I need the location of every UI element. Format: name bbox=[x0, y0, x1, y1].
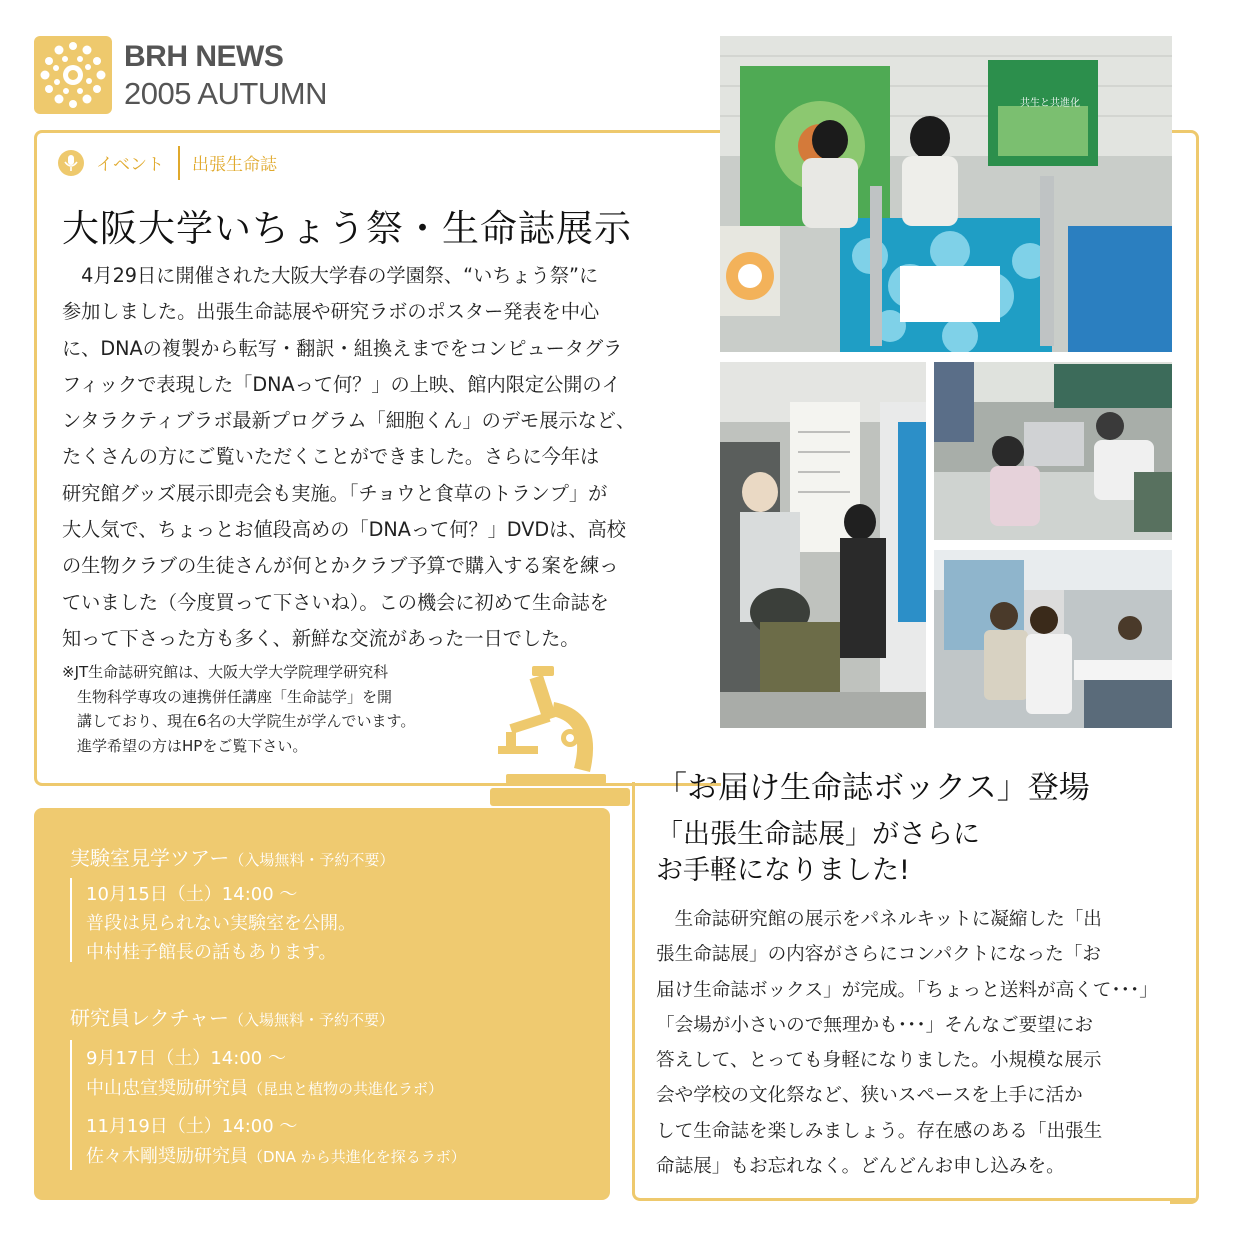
lecture-date: 9月17日（土）14:00 〜 bbox=[86, 1048, 286, 1069]
body-line: 張生命誌展」の内容がさらにコンパクトになった「お bbox=[656, 944, 1101, 966]
lecture-speaker bbox=[86, 1074, 443, 1100]
body-line: 大人気で、ちょっとお値段高めの「DNAって何？」DVDは、高校 bbox=[62, 518, 626, 542]
note-line: 講しており、現在6名の大学院生が学んでいます。 bbox=[62, 712, 416, 730]
tour-line: 普段は見られない実験室を公開。 bbox=[86, 913, 356, 934]
brand-name: BRH NEWS bbox=[124, 40, 284, 73]
speaker-name: 中山忠宣奨励研究員 bbox=[86, 1078, 248, 1099]
brh-logo bbox=[34, 36, 112, 114]
body-line: 参加しました。出張生命誌展や研究ラボのポスター発表を中心 bbox=[62, 300, 600, 324]
body-line: して生命誌を楽しみましょう。存在感のある「出張生 bbox=[656, 1120, 1103, 1142]
body-line: 「会場が小さいので無理かも･･･」そんなご要望にお bbox=[656, 1014, 1093, 1036]
box-subhead: 「出張生命誌展」がさらに bbox=[656, 819, 980, 850]
lecture-bar bbox=[70, 1040, 72, 1170]
dots-circle-logo-icon bbox=[34, 36, 112, 114]
tour-date: 10月15日（土）14:00 〜 bbox=[86, 884, 298, 905]
category-label: イベント bbox=[96, 155, 164, 175]
microscope-icon bbox=[480, 662, 630, 812]
panel-text: 共生と共進化 bbox=[1020, 98, 1080, 109]
body-line: に、DNAの複製から転写・翻訳・組換えまでをコンピュータグラ bbox=[62, 336, 623, 360]
microphone-icon bbox=[58, 150, 84, 176]
body-line: の生物クラブの生徒さんが何とかクラブ予算で購入する案を練っ bbox=[62, 554, 619, 578]
speaker-lab: （DNA から共進化を探るラボ） bbox=[248, 1148, 466, 1166]
note-line: ※JT生命誌研究館は、大阪大学大学院理学研究科 bbox=[62, 663, 389, 681]
note-line: 進学希望の方はHPをご覧下さい。 bbox=[62, 736, 308, 755]
tour-bar bbox=[70, 878, 72, 962]
body-line: 知って下さった方も多く、新鮮な交流があった一日でした。 bbox=[62, 626, 580, 650]
tour-line: 中村桂子館長の話もあります。 bbox=[86, 942, 337, 963]
subcategory-label: 出張生命誌 bbox=[192, 155, 277, 175]
article-body bbox=[62, 258, 682, 657]
body-line: 研究館グッズ展示即売会も実施。「チョウと食草のトランプ」が bbox=[62, 481, 608, 505]
box-article-body bbox=[656, 902, 1176, 1184]
body-line: 4月29日に開催された大阪大学春の学園祭、“いちょう祭”に bbox=[62, 264, 599, 287]
speaker-name: 佐々木剛奨励研究員 bbox=[86, 1146, 248, 1167]
category-divider bbox=[178, 146, 180, 180]
body-line: ていました（今度買って下さいね）。この機会に初めて生命誌を bbox=[62, 590, 609, 614]
box-headline: 「お届け生命誌ボックス」登場 bbox=[656, 770, 1090, 806]
issue-season: 2005 AUTUMN bbox=[124, 76, 327, 111]
exhibit-panels-photo bbox=[720, 36, 1172, 352]
body-line: 会や学校の文化祭など、狭いスペースを上手に活か bbox=[656, 1085, 1083, 1107]
lecture-note: （入場無料・予約不要） bbox=[229, 1011, 395, 1029]
body-line: 答えして、とっても身軽になりました。小規模な展示 bbox=[656, 1050, 1102, 1072]
body-line: 生命誌研究館の展示をパネルキットに凝縮した「出 bbox=[656, 909, 1102, 930]
lecture-title-text: 研究員レクチャー bbox=[70, 1006, 229, 1030]
poster-session-photo bbox=[720, 362, 926, 728]
article-note bbox=[62, 660, 482, 758]
tour-title bbox=[70, 842, 394, 871]
body-line: 届け生命誌ボックス」が完成。「ちょっと送料が高くて･･･」 bbox=[656, 979, 1158, 1001]
note-line: 生物科学専攻の連携併任講座「生命誌学」を開 bbox=[62, 687, 393, 706]
goods-sale-photo bbox=[934, 550, 1172, 728]
body-line: フィックで表現した「DNAって何？」の上映、館内限定公開のイ bbox=[62, 372, 621, 396]
lecture-title bbox=[70, 1002, 394, 1031]
body-line: ンタラクティブラボ最新プログラム「細胞くん」のデモ展示など、 bbox=[62, 409, 636, 433]
lecture-date: 11月19日（土）14:00 〜 bbox=[86, 1116, 298, 1137]
lecture-speaker bbox=[86, 1142, 466, 1168]
body-line: たくさんの方にご覧いただくことができました。さらに今年は bbox=[62, 445, 600, 469]
computer-demo-photo bbox=[934, 362, 1172, 540]
body-line: 命誌展」もお忘れなく。どんどんお申し込みを。 bbox=[656, 1156, 1065, 1178]
article-title: 大阪大学いちょう祭・生命誌展示 bbox=[62, 207, 632, 250]
tour-title-text: 実験室見学ツアー bbox=[70, 846, 230, 870]
box-subhead: お手軽になりました! bbox=[656, 855, 910, 886]
tour-note: （入場無料・予約不要） bbox=[229, 851, 395, 869]
speaker-lab: （昆虫と植物の共進化ラボ） bbox=[248, 1080, 444, 1098]
